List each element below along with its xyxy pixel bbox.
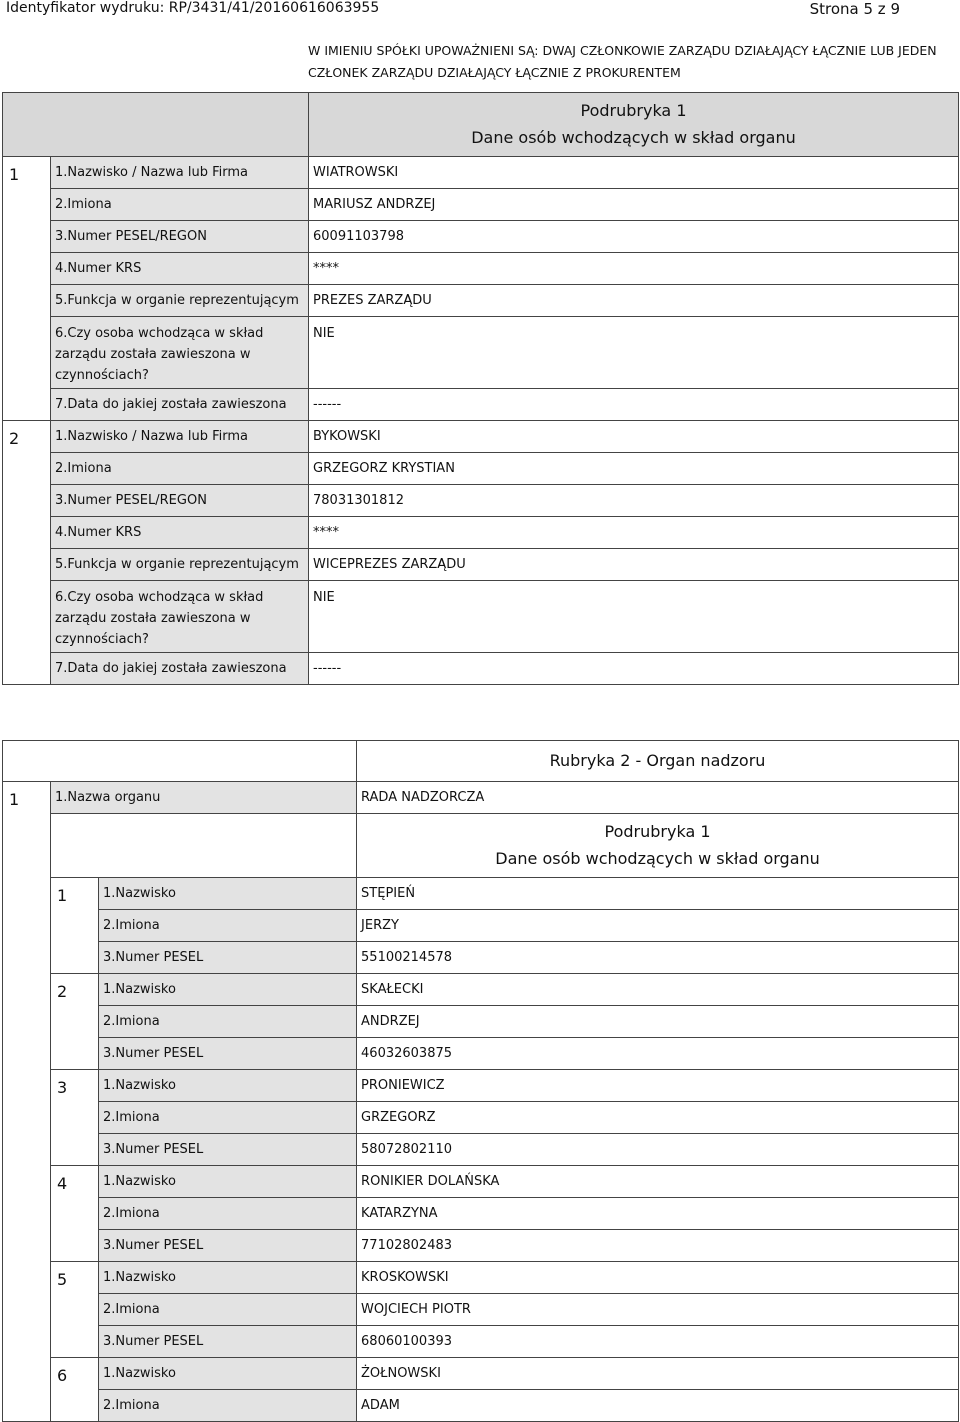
rubric-spacer (3, 741, 357, 782)
person-suspended: NIE (309, 317, 959, 389)
label-pesel: 3.Numer PESEL/REGON (51, 485, 309, 517)
table-row (3, 1166, 959, 1198)
label-pesel: 3.Numer PESEL (99, 1038, 357, 1070)
table-row (3, 317, 959, 389)
member-number: 1 (51, 878, 99, 974)
member-number: 4 (51, 1166, 99, 1262)
member-number: 3 (51, 1070, 99, 1166)
member-surname: ŻOŁNOWSKI (357, 1358, 959, 1390)
label-first-names: 2.Imiona (99, 1102, 357, 1134)
table-row (3, 157, 959, 189)
label-organ-name: 1.Nazwa organu (51, 782, 357, 814)
subrubric-title: Podrubryka 1 (580, 101, 687, 120)
member-pesel: 58072802110 (357, 1134, 959, 1166)
member-pesel: 77102802483 (357, 1230, 959, 1262)
label-name: 1.Nazwisko / Nazwa lub Firma (51, 421, 309, 453)
label-pesel: 3.Numer PESEL (99, 942, 357, 974)
table-row (3, 1038, 959, 1070)
label-first-names: 2.Imiona (99, 1198, 357, 1230)
member-first-names: WOJCIECH PIOTR (357, 1294, 959, 1326)
board-members-table (2, 92, 959, 685)
member-number: 5 (51, 1262, 99, 1358)
person-name: BYKOWSKI (309, 421, 959, 453)
member-surname: SKAŁECKI (357, 974, 959, 1006)
table-row (3, 253, 959, 285)
table-row (3, 421, 959, 453)
table-row (3, 1134, 959, 1166)
table-row (3, 389, 959, 421)
member-pesel: 46032603875 (357, 1038, 959, 1070)
person-name: WIATROWSKI (309, 157, 959, 189)
table-row (3, 549, 959, 581)
member-first-names: JERZY (357, 910, 959, 942)
person-function: WICEPREZES ZARZĄDU (309, 549, 959, 581)
member-pesel: 55100214578 (357, 942, 959, 974)
table-row (3, 485, 959, 517)
label-pesel: 3.Numer PESEL (99, 1134, 357, 1166)
member-first-names: ANDRZEJ (357, 1006, 959, 1038)
table-row (3, 974, 959, 1006)
table-row (3, 910, 959, 942)
person-number: 2 (3, 421, 51, 685)
table-row (3, 453, 959, 485)
table-row (3, 517, 959, 549)
table-row (3, 1102, 959, 1134)
table-row (3, 942, 959, 974)
member-first-names: KATARZYNA (357, 1198, 959, 1230)
subrubric-subtitle: Dane osób wchodzących w skład organu (471, 128, 796, 147)
member-pesel: 68060100393 (357, 1326, 959, 1358)
subrubric-header-2 (357, 814, 959, 878)
organ-number: 1 (3, 782, 51, 1422)
member-surname: STĘPIEŃ (357, 878, 959, 910)
subrubric-header (309, 93, 959, 157)
member-surname: RONIKIER DOLAŃSKA (357, 1166, 959, 1198)
label-surname: 1.Nazwisko (99, 1358, 357, 1390)
label-pesel: 3.Numer PESEL/REGON (51, 221, 309, 253)
person-function: PREZES ZARZĄDU (309, 285, 959, 317)
label-suspended-until: 7.Data do jakiej została zawieszona (51, 389, 309, 421)
member-first-names: ADAM (357, 1390, 959, 1422)
table-row (3, 878, 959, 910)
table-row (3, 1390, 959, 1422)
print-header (0, 0, 960, 20)
table-row (3, 1294, 959, 1326)
label-krs: 4.Numer KRS (51, 517, 309, 549)
label-surname: 1.Nazwisko (99, 1166, 357, 1198)
table-row (3, 285, 959, 317)
person-suspended-until: ------ (309, 653, 959, 685)
person-pesel: 78031301812 (309, 485, 959, 517)
person-first-names: GRZEGORZ KRYSTIAN (309, 453, 959, 485)
table-row (3, 189, 959, 221)
header-spacer (3, 93, 309, 157)
label-surname: 1.Nazwisko (99, 878, 357, 910)
table-row (3, 1262, 959, 1294)
label-suspended: 6.Czy osoba wchodząca w skład zarządu została zawieszona w czynnościach? (51, 581, 309, 653)
label-first-names: 2.Imiona (51, 453, 309, 485)
label-first-names: 2.Imiona (99, 910, 357, 942)
label-pesel: 3.Numer PESEL (99, 1230, 357, 1262)
label-suspended: 6.Czy osoba wchodząca w skład zarządu została zawieszona w czynnościach? (51, 317, 309, 389)
table-row (3, 1198, 959, 1230)
member-number: 6 (51, 1358, 99, 1422)
organ-name: RADA NADZORCZA (357, 782, 959, 814)
label-pesel: 3.Numer PESEL (99, 1326, 357, 1358)
table-row (3, 782, 959, 814)
print-identifier: Identyfikator wydruku: RP/3431/41/20160616063955 (6, 0, 380, 16)
label-surname: 1.Nazwisko (99, 1070, 357, 1102)
member-number: 2 (51, 974, 99, 1070)
table-row (3, 653, 959, 685)
label-name: 1.Nazwisko / Nazwa lub Firma (51, 157, 309, 189)
table-row (3, 221, 959, 253)
member-first-names: GRZEGORZ (357, 1102, 959, 1134)
supervisory-board-table (2, 740, 959, 1422)
label-first-names: 2.Imiona (99, 1390, 357, 1422)
label-function: 5.Funkcja w organie reprezentującym (51, 549, 309, 581)
representation-method: W IMIENIU SPÓŁKI UPOWAŻNIENI SĄ: DWAJ CZŁONKOWIE ZARZĄDU DZIAŁAJĄCY ŁĄCZNIE LUB JEDEN CZŁONEK ZARZĄDU DZIAŁAJĄCY ŁĄCZNIE Z PROKURENTEM (308, 43, 937, 80)
person-pesel: 60091103798 (309, 221, 959, 253)
rubric-title: Rubryka 2 - Organ nadzoru (357, 741, 959, 782)
table-row (3, 1070, 959, 1102)
table-row (3, 581, 959, 653)
person-suspended: NIE (309, 581, 959, 653)
label-suspended-until: 7.Data do jakiej została zawieszona (51, 653, 309, 685)
person-first-names: MARIUSZ ANDRZEJ (309, 189, 959, 221)
page-number: Strona 5 z 9 (809, 0, 900, 18)
label-first-names: 2.Imiona (99, 1294, 357, 1326)
label-first-names: 2.Imiona (99, 1006, 357, 1038)
table-row (3, 1230, 959, 1262)
subrubric-subtitle: Dane osób wchodzących w skład organu (495, 849, 820, 868)
label-surname: 1.Nazwisko (99, 974, 357, 1006)
person-krs: **** (309, 253, 959, 285)
subrubric-title: Podrubryka 1 (604, 822, 711, 841)
person-krs: **** (309, 517, 959, 549)
label-function: 5.Funkcja w organie reprezentującym (51, 285, 309, 317)
label-surname: 1.Nazwisko (99, 1262, 357, 1294)
person-suspended-until: ------ (309, 389, 959, 421)
subrubric-spacer (51, 814, 357, 878)
member-surname: PRONIEWICZ (357, 1070, 959, 1102)
table-row (3, 1006, 959, 1038)
label-krs: 4.Numer KRS (51, 253, 309, 285)
table-row (3, 1358, 959, 1390)
table-row (3, 1326, 959, 1358)
person-number: 1 (3, 157, 51, 421)
member-surname: KROSKOWSKI (357, 1262, 959, 1294)
label-first-names: 2.Imiona (51, 189, 309, 221)
